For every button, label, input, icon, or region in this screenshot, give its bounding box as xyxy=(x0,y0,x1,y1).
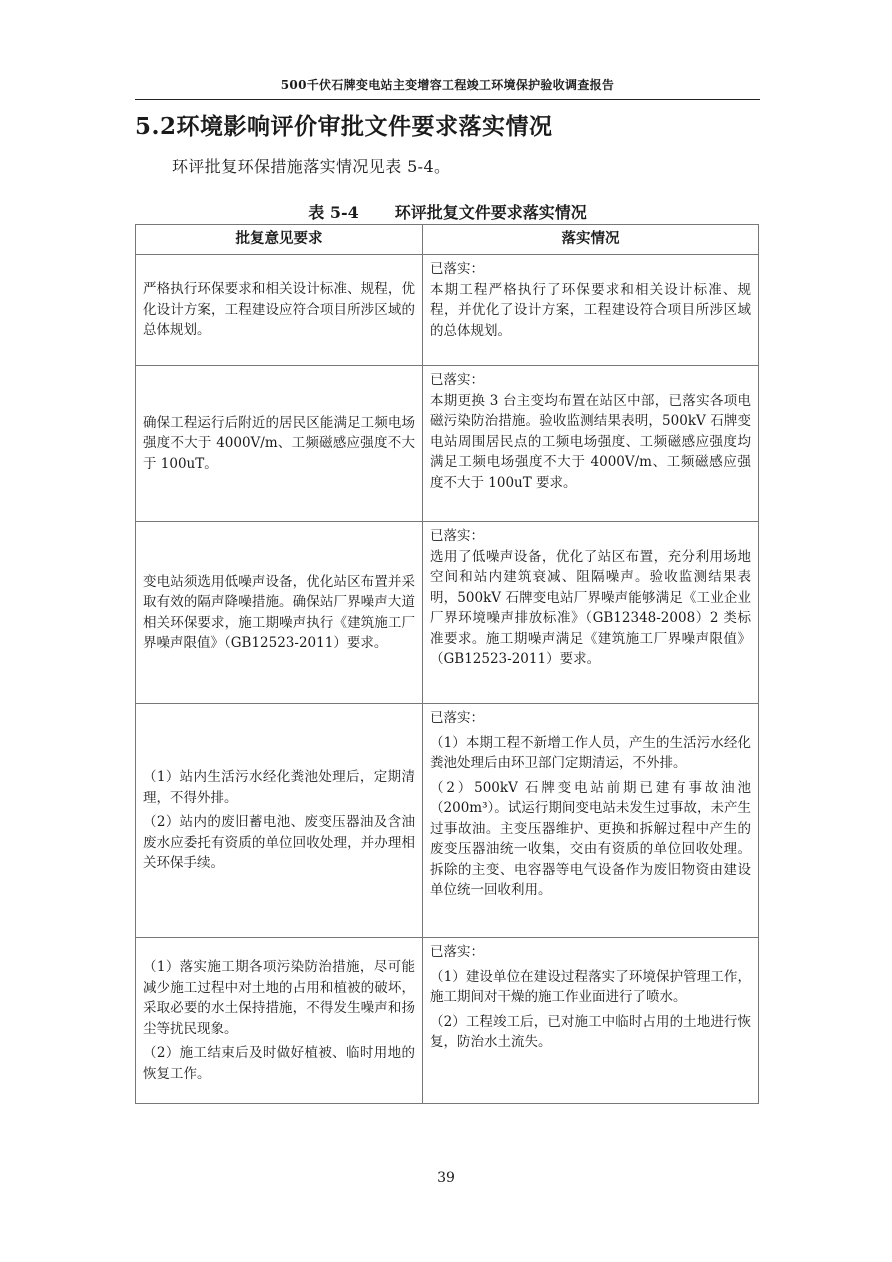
requirement-text: 严格执行环保要求和相关设计标准、规程，优化设计方案，工程建设应符合项目所涉区域的总体规划。 xyxy=(143,281,415,339)
requirement-text: 确保工程运行后附近的居民区能满足工频电场强度不大于 4000V/m、工频磁感应强度不大于 100uT。 xyxy=(143,414,415,472)
implementation-cell xyxy=(423,704,759,938)
implementation-status: 已落实： xyxy=(430,372,484,388)
implementation-cell xyxy=(423,255,759,366)
implementation-text: （1）本期工程不新增工作人员，产生的生活污水经化粪池处理后由环卫部门定期清运，不外排。 xyxy=(430,734,751,771)
requirement-cell xyxy=(136,704,423,938)
requirement-cell xyxy=(136,522,423,704)
table-row xyxy=(136,938,759,1104)
table-row xyxy=(136,522,759,704)
implementation-cell xyxy=(423,522,759,704)
table-row xyxy=(136,704,759,938)
implementation-status: 已落实： xyxy=(430,944,484,960)
requirement-text: （1）站内生活污水经化粪池处理后，定期清理，不得外排。 xyxy=(143,769,415,806)
section-intro: 环评批复环保措施落实情况见表 5-4。 xyxy=(172,157,451,176)
table-header-row xyxy=(136,225,759,255)
column-header-requirement: 批复意见要求 xyxy=(136,225,423,255)
requirement-text: （1）落实施工期各项污染防治措施，尽可能减少施工过程中对土地的占用和植被的破坏，采取必要的水土保持措施，不得发生噪声和扬尘等扰民现象。 xyxy=(143,959,415,1037)
implementation-text: （1）建设单位在建设过程落实了环境保护管理工作，施工期间对干燥的施工作业面进行了喷水。 xyxy=(430,968,751,1005)
table-row xyxy=(136,255,759,366)
implementation-text: （2）工程竣工后，已对施工中临时占用的土地进行恢复，防治水土流失。 xyxy=(430,1013,751,1050)
implementation-text: 本期更换 3 台主变均布置在站区中部，已落实各项电磁污染防治措施。验收监测结果表明，500kV 石牌变电站周围居民点的工频电场强度、工频磁感应强度均满足工频电场强度不大于 4000V/m、工频磁感应强度不大于 100uT 要求。 xyxy=(430,392,751,491)
implementation-text: 选用了低噪声设备，优化了站区布置，充分利用场地空间和站内建筑衰减、阻隔噪声。验收监测结果表明，500kV 石牌变电站厂界噪声能够满足《工业企业厂界环境噪声排放标准》（GB12348-2008）2 类标准要求。施工期噪声满足《建筑施工厂界噪声限值》（GB12523-2011）要求。 xyxy=(430,548,751,667)
requirement-text: （2）施工结束后及时做好植被、临时用地的恢复工作。 xyxy=(143,1045,415,1082)
table-row xyxy=(136,366,759,522)
implementation-status: 已落实： xyxy=(430,710,484,726)
requirement-cell xyxy=(136,938,423,1104)
section-title: 5.2环境影响评价审批文件要求落实情况 xyxy=(135,113,553,140)
implementation-text: 本期工程严格执行了环保要求和相关设计标准、规程，并优化了设计方案，工程建设符合项目所涉区域的总体规划。 xyxy=(430,281,751,339)
requirement-cell xyxy=(136,255,423,366)
report-header-title: 500千伏石牌变电站主变增容工程竣工环境保护验收调查报告 xyxy=(280,78,615,92)
table-caption-number: 表 5-4 xyxy=(308,203,359,222)
column-header-implementation: 落实情况 xyxy=(423,225,759,255)
table-caption xyxy=(135,200,760,223)
requirement-text: （2）站内的废旧蓄电池、废变压器油及含油废水应委托有资质的单位回收处理，并办理相关环保手续。 xyxy=(143,814,415,872)
page-number: 39 xyxy=(437,1170,455,1186)
implementation-status: 已落实： xyxy=(430,261,484,277)
header-divider xyxy=(135,99,760,100)
implementation-text: （2）500kV 石牌变电站前期已建有事故油池（200m³）。试运行期间变电站未发生过事故，未产生过事故油。主变压器维护、更换和拆解过程中产生的废变压器油统一收集，交由有资质的单位回收处理。拆除的主变、电容器等电气设备作为废旧物资由建设单位统一回收利用。 xyxy=(430,779,751,898)
implementation-cell xyxy=(423,366,759,522)
requirement-cell xyxy=(136,366,423,522)
requirements-table xyxy=(135,224,759,1104)
implementation-cell xyxy=(423,938,759,1104)
requirement-text: 变电站须选用低噪声设备，优化站区布置并采取有效的隔声降噪措施。确保站厂界噪声大道相关环保要求，施工期噪声执行《建筑施工厂界噪声限值》（GB12523-2011）要求。 xyxy=(143,573,415,651)
table-caption-title: 环评批复文件要求落实情况 xyxy=(394,203,587,222)
implementation-status: 已落实： xyxy=(430,528,484,544)
